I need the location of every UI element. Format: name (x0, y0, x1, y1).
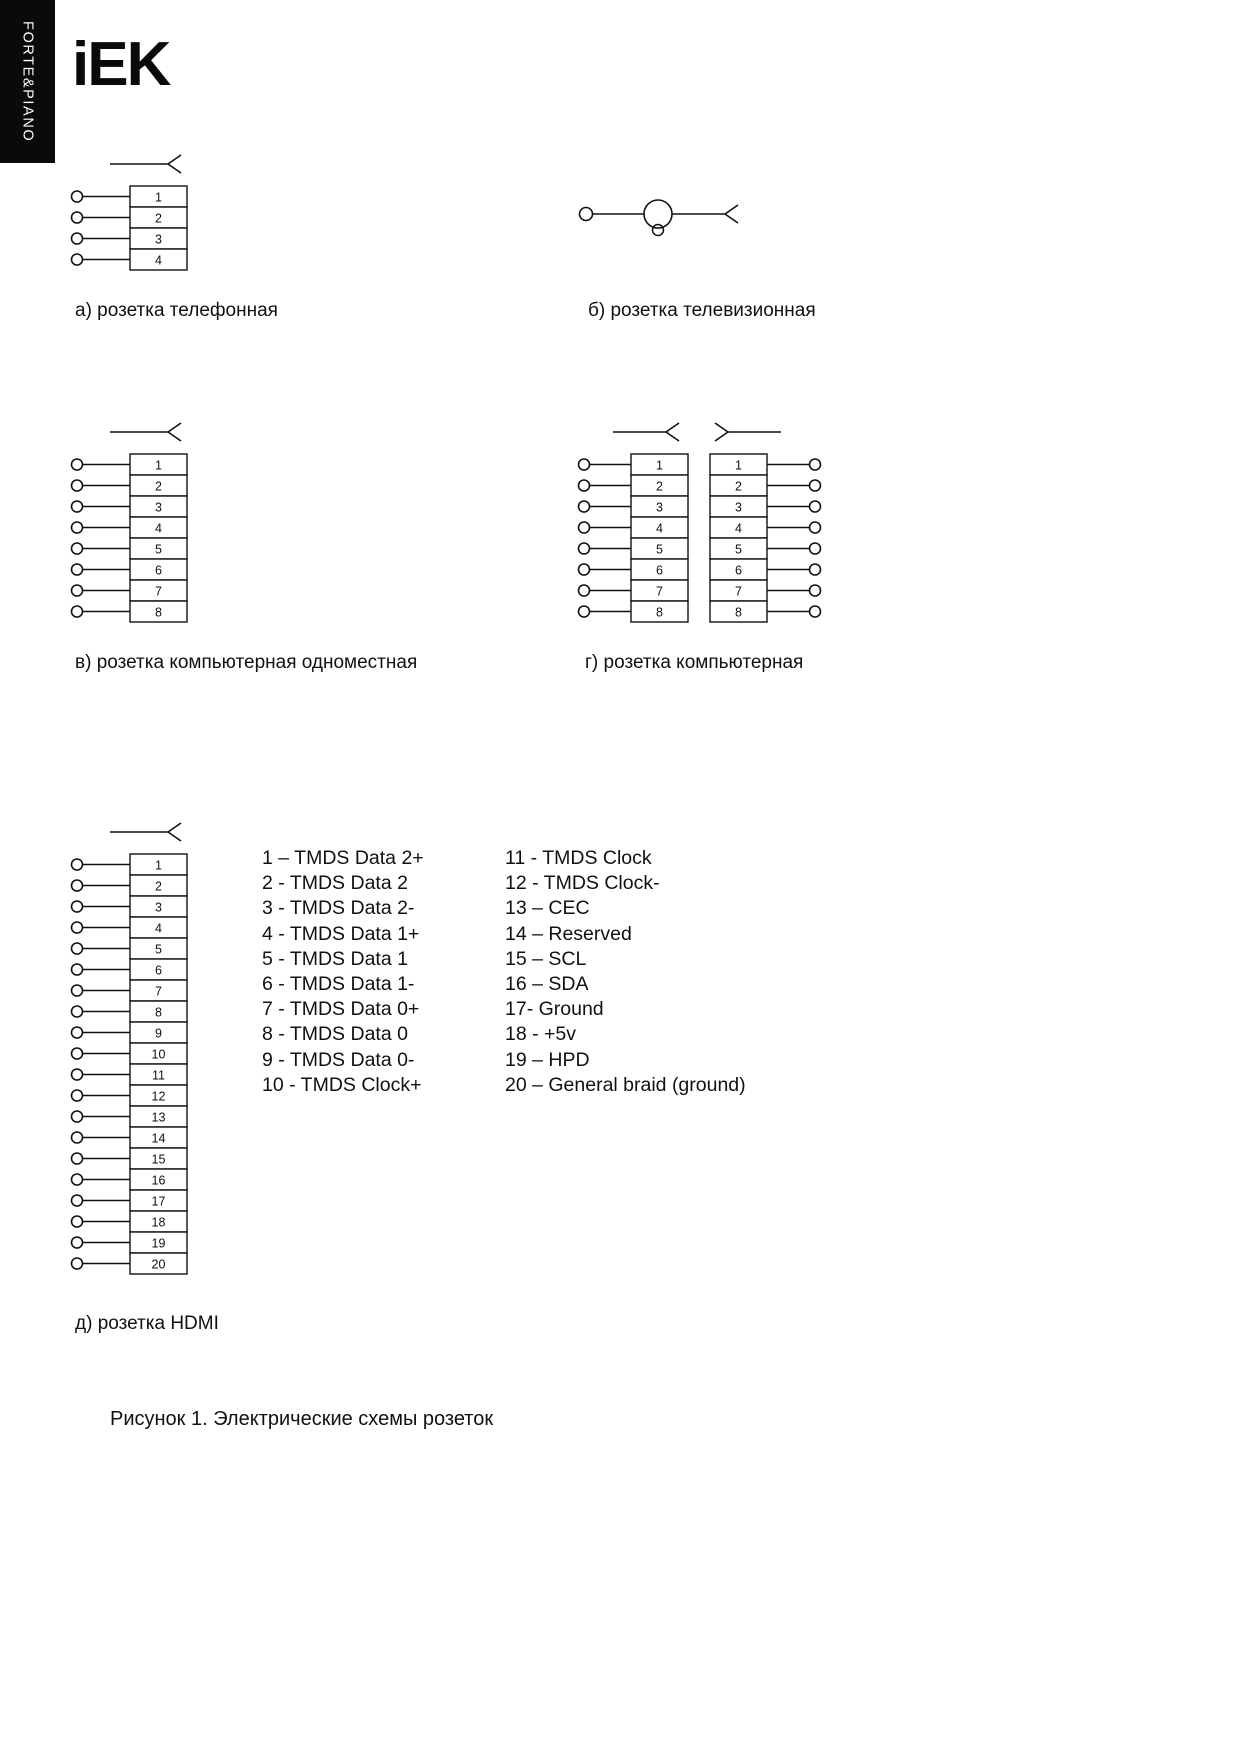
terminal-circle (72, 459, 83, 470)
tv-socket-diagram (573, 188, 753, 246)
pin-number: 3 (155, 900, 162, 915)
pin-number: 3 (735, 500, 742, 515)
terminal-circle (579, 459, 590, 470)
hdmi-legend-item: 20 – General braid (ground) (505, 1073, 746, 1096)
pin-number: 5 (656, 542, 663, 557)
pin-number: 5 (155, 942, 162, 957)
hdmi-legend-item: 19 – HPD (505, 1048, 590, 1071)
pin-number: 4 (155, 253, 162, 268)
pin-number: 8 (155, 1005, 162, 1020)
hdmi-legend-item: 18 - +5v (505, 1023, 577, 1046)
pin-number: 10 (151, 1047, 166, 1062)
terminal-circle (72, 1216, 83, 1227)
pin-number: 8 (735, 605, 742, 620)
terminal-circle (579, 501, 590, 512)
pin-number: 1 (656, 458, 663, 473)
hdmi-legend-item: 9 - TMDS Data 0- (262, 1048, 415, 1071)
terminal-circle (72, 1195, 83, 1206)
terminal-circle (810, 585, 821, 596)
pin-number: 7 (735, 584, 742, 599)
terminal-circle (580, 208, 593, 221)
hdmi-legend-item: 13 – CEC (505, 897, 590, 920)
pin-number: 6 (656, 563, 663, 578)
hdmi-legend-item: 3 - TMDS Data 2- (262, 897, 415, 920)
pin-number: 1 (735, 458, 742, 473)
socket-fork-icon (715, 423, 728, 432)
terminal-circle (72, 1048, 83, 1059)
pin-number: 1 (155, 858, 162, 873)
tv-socket-loop (653, 225, 664, 236)
caption-tv-socket: б) розетка телевизионная (588, 300, 816, 321)
brand-sidebar (0, 0, 55, 163)
socket-fork-icon (725, 214, 738, 223)
pin-number: 2 (155, 479, 162, 494)
terminal-circle (72, 480, 83, 491)
terminal-circle (579, 564, 590, 575)
hdmi-legend-item: 15 – SCL (505, 947, 587, 970)
socket-fork-icon (168, 164, 181, 173)
pin-number: 4 (735, 521, 742, 536)
hdmi-pin-legend (262, 846, 746, 1098)
computer-socket-single-diagram (60, 418, 210, 634)
figure-caption: Рисунок 1. Электрические схемы розеток (110, 1408, 494, 1430)
pin-number: 3 (656, 500, 663, 515)
pin-number: 7 (155, 984, 162, 999)
terminal-circle (810, 480, 821, 491)
terminal-circle (810, 564, 821, 575)
terminal-circle (579, 543, 590, 554)
terminal-circle (72, 1111, 83, 1122)
hdmi-socket-diagram (60, 818, 210, 1286)
pin-number: 7 (155, 584, 162, 599)
terminal-circle (72, 233, 83, 244)
terminal-circle (810, 543, 821, 554)
hdmi-legend-column-1 (262, 846, 505, 1098)
hdmi-legend-item: 7 - TMDS Data 0+ (262, 998, 420, 1021)
hdmi-legend-item: 12 - TMDS Clock- (505, 872, 660, 895)
terminal-circle (810, 501, 821, 512)
hdmi-legend-item: 5 - TMDS Data 1 (262, 947, 408, 970)
terminal-circle (72, 1069, 83, 1080)
pin-number: 6 (155, 963, 162, 978)
pin-number: 4 (155, 921, 162, 936)
pin-number: 6 (735, 563, 742, 578)
terminal-circle (810, 459, 821, 470)
terminal-circle (72, 964, 83, 975)
terminal-circle (72, 585, 83, 596)
pin-number: 1 (155, 190, 162, 205)
pin-number: 15 (151, 1152, 166, 1167)
terminal-circle (72, 1153, 83, 1164)
hdmi-legend-item: 8 - TMDS Data 0 (262, 1023, 408, 1046)
terminal-circle (72, 606, 83, 617)
terminal-circle (579, 480, 590, 491)
terminal-circle (72, 1258, 83, 1269)
hdmi-legend-item: 4 - TMDS Data 1+ (262, 922, 420, 945)
pin-number: 14 (151, 1131, 166, 1146)
pin-number: 19 (151, 1236, 166, 1251)
terminal-circle (72, 922, 83, 933)
terminal-circle (72, 1237, 83, 1248)
pin-number: 16 (151, 1173, 166, 1188)
pin-number: 17 (151, 1194, 166, 1209)
socket-fork-icon (666, 432, 679, 441)
terminal-circle (72, 985, 83, 996)
terminal-circle (72, 859, 83, 870)
terminal-circle (579, 585, 590, 596)
terminal-circle (72, 1090, 83, 1101)
iek-logo: iEK (72, 30, 170, 99)
hdmi-legend-item: 2 - TMDS Data 2 (262, 872, 408, 895)
terminal-circle (72, 880, 83, 891)
terminal-circle (72, 191, 83, 202)
pin-number: 6 (155, 563, 162, 578)
terminal-circle (72, 254, 83, 265)
pin-number: 8 (656, 605, 663, 620)
terminal-circle (72, 543, 83, 554)
socket-fork-icon (168, 423, 181, 432)
pin-number: 4 (656, 521, 663, 536)
pin-number: 2 (656, 479, 663, 494)
terminal-circle (810, 606, 821, 617)
pin-number: 2 (155, 879, 162, 894)
pin-number: 3 (155, 500, 162, 515)
socket-fork-icon (168, 432, 181, 441)
terminal-circle (72, 1027, 83, 1038)
terminal-circle (72, 1132, 83, 1143)
caption-telephone-socket: а) розетка телефонная (75, 300, 278, 321)
pin-number: 1 (155, 458, 162, 473)
socket-fork-icon (168, 832, 181, 841)
hdmi-legend-column-2 (505, 846, 746, 1098)
pin-number: 9 (155, 1026, 162, 1041)
terminal-circle (579, 606, 590, 617)
socket-fork-icon (168, 155, 181, 164)
pin-number: 13 (151, 1110, 166, 1125)
caption-computer-socket: г) розетка компьютерная (585, 652, 804, 673)
terminal-circle (810, 522, 821, 533)
pin-number: 2 (155, 211, 162, 226)
terminal-circle (72, 901, 83, 912)
series-name-label: FORTE&PIANO (19, 20, 36, 143)
pin-number: 20 (151, 1257, 166, 1272)
pin-number: 4 (155, 521, 162, 536)
socket-fork-icon (666, 423, 679, 432)
pin-number: 8 (155, 605, 162, 620)
computer-socket-double-diagram (567, 418, 852, 634)
pin-number: 5 (735, 542, 742, 557)
hdmi-legend-item: 17- Ground (505, 998, 604, 1021)
hdmi-legend-item: 10 - TMDS Clock+ (262, 1073, 422, 1096)
pin-number: 5 (155, 542, 162, 557)
terminal-circle (579, 522, 590, 533)
hdmi-legend-item: 11 - TMDS Clock (505, 847, 652, 869)
hdmi-legend-item: 14 – Reserved (505, 922, 632, 945)
socket-fork-icon (168, 823, 181, 832)
hdmi-legend-item: 1 – TMDS Data 2+ (262, 847, 424, 869)
hdmi-legend-item: 6 - TMDS Data 1- (262, 973, 415, 996)
terminal-circle (72, 943, 83, 954)
terminal-circle (72, 1006, 83, 1017)
terminal-circle (72, 564, 83, 575)
telephone-socket-diagram (60, 150, 210, 282)
hdmi-legend-item: 16 – SDA (505, 973, 589, 996)
terminal-circle (72, 522, 83, 533)
terminal-circle (72, 212, 83, 223)
caption-computer-socket-single: в) розетка компьютерная одноместная (75, 652, 418, 673)
caption-hdmi-socket: д) розетка HDMI (75, 1313, 219, 1334)
terminal-circle (72, 1174, 83, 1185)
pin-number: 18 (151, 1215, 166, 1230)
socket-fork-icon (725, 205, 738, 214)
pin-number: 7 (656, 584, 663, 599)
pin-number: 11 (152, 1068, 165, 1083)
pin-number: 3 (155, 232, 162, 247)
terminal-circle (72, 501, 83, 512)
socket-fork-icon (715, 432, 728, 441)
pin-number: 2 (735, 479, 742, 494)
pin-number: 12 (151, 1089, 166, 1104)
